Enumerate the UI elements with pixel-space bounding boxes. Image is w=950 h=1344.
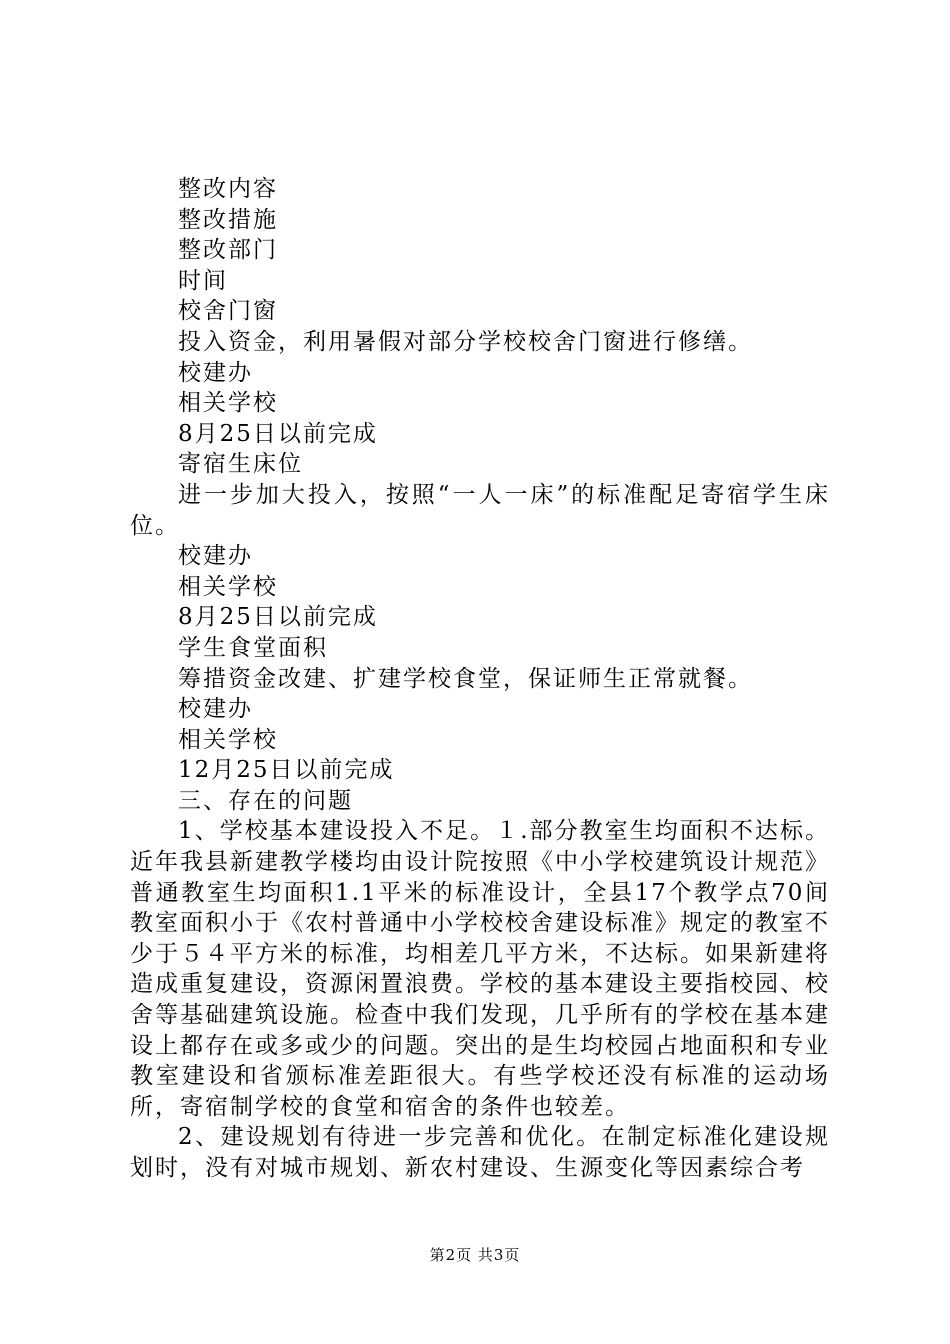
table-cell-header-department: 整改部门 — [178, 237, 278, 264]
paragraph-planning: 2、建设规划有待进一步完善和优化。在制定标准化建设规划时，没有对城市规划、新农村建设、生源变化等因素综合考 — [130, 1124, 830, 1181]
paragraph-investment: 1、学校基本建设投入不足。１.部分教室生均面积不达标。近年我县新建教学楼均由设计院按照《中小学校建筑设计规范》普通教室生均面积1.1平米的标准设计，全县17个教学点70间教室面积小于《农村普通中小学校校舍建设标准》规定的教室不少于５４平方米的标准，均相差几平方米，不达标。如果新建将造成重复建设，资源闲置浪费。学校的基本建设主要指校园、校舍等基础建筑设施。检查中我们发现，几乎所有的学校在基本建设上都存在或多或少的问题。突出的是生均校园占地面积和专业教室建设和省颁标准差距很大。有些学校还没有标准的运动场所，寄宿制学校的食堂和宿舍的条件也较差。 — [130, 818, 830, 1120]
table-cell-department: 相关学校 — [178, 390, 278, 417]
section-heading-problems: 三、存在的问题 — [178, 787, 353, 814]
page-footer: 第2页 共3页 — [429, 1246, 521, 1264]
table-cell-header-content: 整改内容 — [178, 176, 278, 202]
table-cell-department: 相关学校 — [178, 573, 278, 600]
table-cell-header-time: 时间 — [178, 267, 228, 294]
table-cell-deadline: 8月25日以前完成 — [178, 420, 378, 447]
table-cell-department: 校建办 — [178, 696, 253, 723]
document-body — [130, 174, 830, 1184]
table-cell-header-measure: 整改措施 — [178, 206, 278, 233]
table-cell-measure-beds: 进一步加大投入，按照“一人一床”的标准配足寄宿学生床位。 — [130, 481, 830, 539]
table-cell-department: 校建办 — [178, 543, 253, 570]
table-cell-item-canteen: 学生食堂面积 — [178, 634, 328, 661]
table-cell-department: 相关学校 — [178, 726, 278, 753]
table-cell-deadline: 8月25日以前完成 — [178, 604, 378, 631]
table-cell-department: 校建办 — [178, 359, 253, 386]
table-cell-measure-doors-windows: 投入资金，利用暑假对部分学校校舍门窗进行修缮。 — [178, 328, 753, 355]
table-cell-item-beds: 寄宿生床位 — [178, 451, 303, 478]
table-cell-item-doors-windows: 校舍门窗 — [178, 298, 278, 325]
table-cell-measure-canteen: 筹措资金改建、扩建学校食堂，保证师生正常就餐。 — [178, 665, 753, 692]
table-cell-deadline: 12月25日以前完成 — [178, 757, 395, 784]
